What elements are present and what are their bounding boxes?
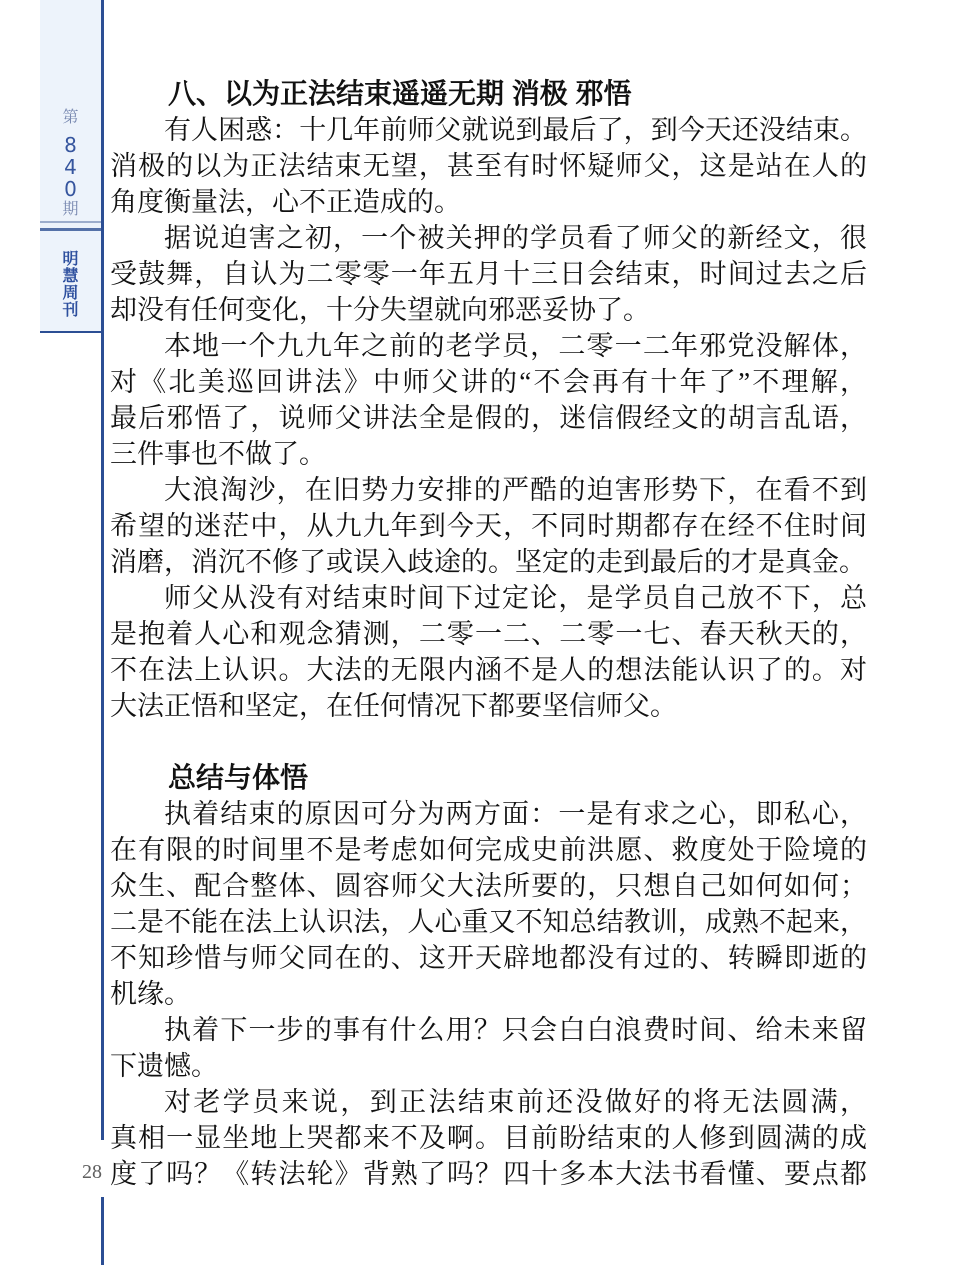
issue-digit: 4 bbox=[64, 155, 77, 179]
paragraph bbox=[110, 328, 867, 472]
paragraph bbox=[110, 220, 867, 328]
text-line: 不知珍惜与师父同在的、这开天辟地都没有过的、转瞬即逝的 bbox=[110, 943, 867, 973]
text-line: 大法正悟和坚定，在任何情况下都要坚信师父。 bbox=[110, 691, 677, 721]
page-number: 28 bbox=[82, 1161, 102, 1183]
journal-char: 周 bbox=[62, 285, 79, 302]
vertical-rule-top bbox=[101, 0, 104, 1140]
text-line: 在有限的时间里不是考虑如何完成史前洪愿、救度处于险境的 bbox=[110, 835, 867, 865]
text-line: 大浪淘沙，在旧势力安排的严酷的迫害形势下，在看不到 bbox=[164, 475, 867, 505]
text-line: 度了吗？《转法轮》背熟了吗？四十多本大法书看懂、要点都 bbox=[110, 1159, 867, 1189]
vertical-rule-bottom bbox=[101, 1197, 104, 1265]
separator-line-dark bbox=[40, 228, 101, 231]
text-line: 消磨，消沉不修了或误入歧途的。坚定的走到最后的才是真金。 bbox=[110, 547, 866, 577]
issue-digit: 0 bbox=[64, 177, 77, 201]
issue-prefix-label: 第 bbox=[62, 109, 79, 126]
issue-panel bbox=[40, 0, 101, 333]
paragraph bbox=[110, 796, 867, 1012]
paragraph bbox=[110, 1084, 867, 1192]
text-line: 师父从没有对结束时间下过定论，是学员自己放不下，总 bbox=[164, 583, 867, 613]
journal-char: 刊 bbox=[62, 302, 79, 319]
text-line: 真相一显坐地上哭都来不及啊。目前盼结束的人修到圆满的成 bbox=[110, 1123, 867, 1153]
text-line: 本地一个九九年之前的老学员，二零一二年邪党没解体， bbox=[164, 331, 867, 361]
section-heading: 总结与体悟 bbox=[168, 762, 309, 793]
text-line: 对老学员来说，到正法结束前还没做好的将无法圆满， bbox=[164, 1087, 867, 1117]
text-line: 下遗憾。 bbox=[110, 1051, 218, 1081]
journal-name bbox=[40, 251, 101, 319]
text-line: 执着结束的原因可分为两方面：一是有求之心，即私心， bbox=[164, 799, 867, 829]
text-line: 对《北美巡回讲法》中师父讲的“不会再有十年了”不理解， bbox=[110, 367, 867, 397]
paragraph bbox=[110, 112, 867, 220]
text-line: 机缘。 bbox=[110, 979, 191, 1009]
text-line: 据说迫害之初，一个被关押的学员看了师父的新经文，很 bbox=[164, 223, 867, 253]
text-line: 消极的以为正法结束无望，甚至有时怀疑师父，这是站在人的 bbox=[110, 151, 867, 181]
journal-char: 慧 bbox=[62, 268, 79, 285]
article-title: 八、以为正法结束遥遥无期 消极 邪悟 bbox=[168, 78, 632, 109]
text-line: 最后邪悟了，说师父讲法全是假的，迷信假经文的胡言乱语， bbox=[110, 403, 867, 433]
text-line: 三件事也不做了。 bbox=[110, 439, 326, 469]
paragraph bbox=[110, 472, 867, 580]
separator-line-light bbox=[40, 221, 101, 223]
text-line: 执着下一步的事有什么用？只会白白浪费时间、给未来留 bbox=[164, 1015, 867, 1045]
journal-char: 明 bbox=[62, 251, 79, 268]
article-body bbox=[110, 76, 867, 1192]
paragraph bbox=[110, 1012, 867, 1084]
text-line: 却没有任何变化，十分失望就向邪恶妥协了。 bbox=[110, 295, 650, 325]
text-line: 是抱着人心和观念猜测，二零一二、二零一七、春天秋天的， bbox=[110, 619, 867, 649]
text-line: 角度衡量法，心不正造成的。 bbox=[110, 187, 461, 217]
text-line: 有人困惑：十几年前师父就说到最后了，到今天还没结束。 bbox=[164, 115, 867, 145]
text-line: 众生、配合整体、圆容师父大法所要的，只想自己如何如何； bbox=[110, 871, 867, 901]
issue-digit: 8 bbox=[64, 133, 77, 157]
issue-suffix-label: 期 bbox=[62, 201, 79, 218]
issue-number bbox=[40, 134, 101, 200]
text-line: 不在法上认识。大法的无限内涵不是人的想法能认识了的。对 bbox=[110, 655, 867, 685]
text-line: 受鼓舞，自认为二零零一年五月十三日会结束，时间过去之后 bbox=[110, 259, 867, 289]
text-line: 希望的迷茫中，从九九年到今天，不同时期都存在经不住时间 bbox=[110, 511, 867, 541]
text-line: 二是不能在法上认识法，人心重又不知总结教训，成熟不起来， bbox=[110, 907, 867, 937]
paragraph bbox=[110, 580, 867, 724]
